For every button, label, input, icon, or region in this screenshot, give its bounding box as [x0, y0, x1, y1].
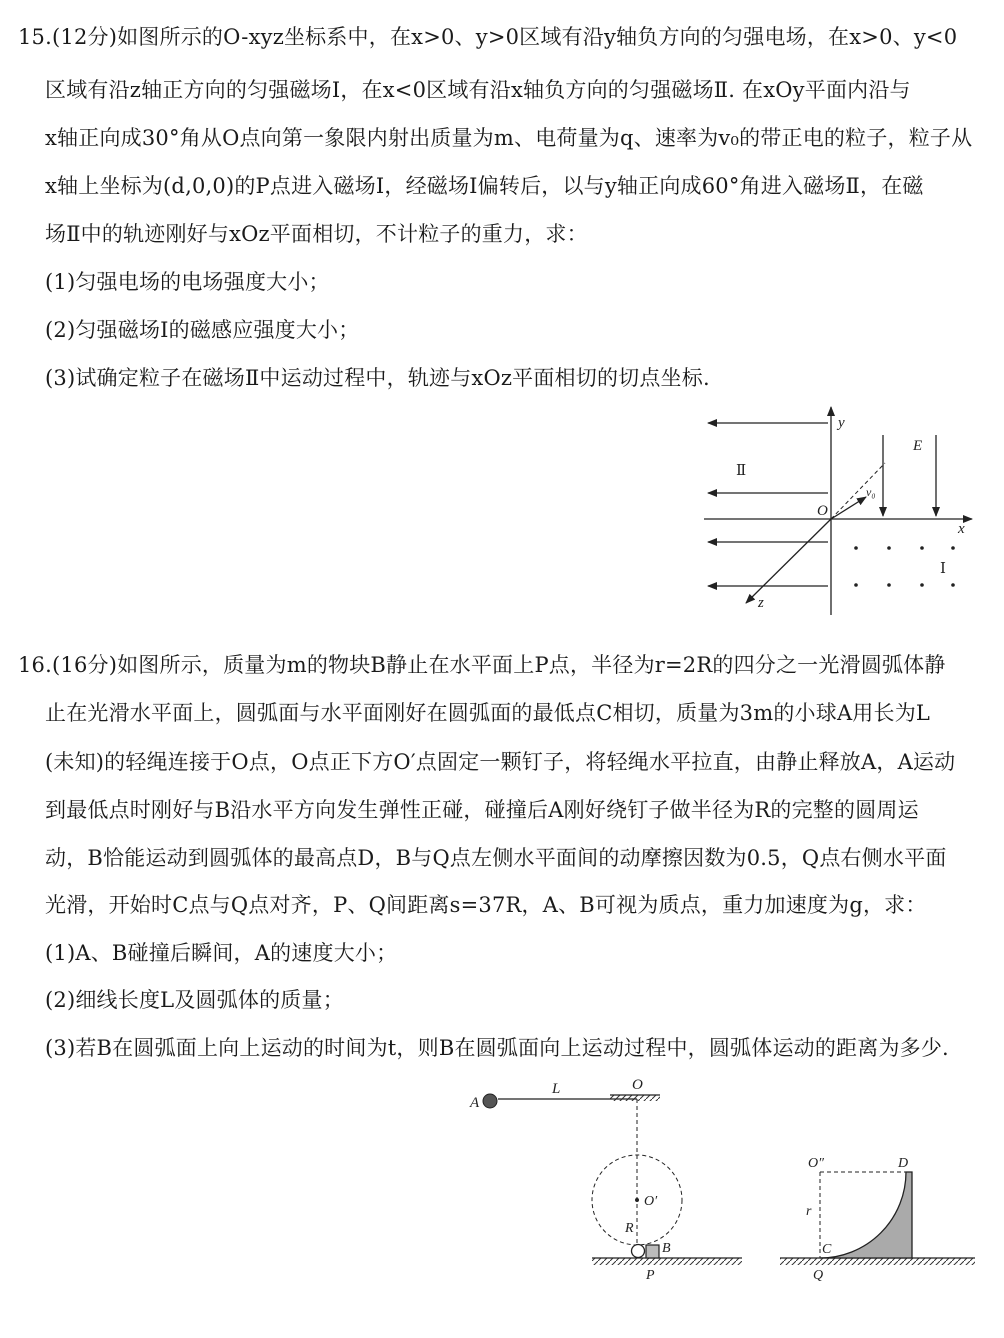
- label-O: O: [632, 1077, 643, 1093]
- ground-right: [780, 1258, 975, 1265]
- dashed-direction: [831, 463, 885, 519]
- label-C: C: [822, 1242, 832, 1257]
- q15-line-2: 区域有沿z轴正方向的匀强磁场Ⅰ，在x<0区域有沿x轴负方向的匀强磁场Ⅱ. 在xOy平面内沿与: [45, 78, 911, 102]
- q16-part-1: (1)A、B碰撞后瞬间，A的速度大小；: [45, 941, 398, 965]
- q15-figure: [700, 405, 980, 620]
- label-B: B: [662, 1241, 671, 1256]
- label-O: O: [817, 503, 828, 519]
- q15-part-2: (2)匀强磁场Ⅰ的磁感应强度大小；: [45, 318, 360, 342]
- label-A: A: [470, 1095, 480, 1111]
- q16-line-6: 光滑，开始时C点与Q点对齐，P、Q间距离s=37R，A、B可视为质点，重力加速度为g，求：: [45, 893, 927, 917]
- quarter-arc-body: [820, 1172, 912, 1258]
- q16-line-1: 16.(16分)如图所示，质量为m的物块B静止在水平面上P点，半径为r=2R的四分之一光滑圆弧体静: [18, 653, 946, 677]
- label-field-2: Ⅱ: [736, 463, 747, 479]
- ground-left: [592, 1258, 742, 1265]
- q15-line-3: x轴正向成30°角从O点向第一象限内射出质量为m、电荷量为q、速率为v₀的带正电的粒子，粒子从: [45, 126, 973, 150]
- label-y: y: [838, 415, 845, 431]
- label-Q: Q: [813, 1268, 824, 1283]
- label-x: x: [958, 521, 965, 537]
- ball-A-bottom: [632, 1245, 645, 1258]
- nail-Oprime: [635, 1198, 639, 1202]
- label-Oprime: O′: [644, 1194, 658, 1209]
- field-2-arrows: [708, 423, 828, 586]
- q16-line-5: 动，B恰能运动到圆弧体的最高点D，B与Q点左侧水平面间的动摩擦因数为0.5，Q点右侧水平面: [45, 846, 947, 870]
- velocity-arrow: [831, 497, 866, 519]
- q16-figure: [460, 1075, 980, 1290]
- q15-part-1: (1)匀强电场的电场强度大小；: [45, 270, 330, 294]
- q15-line-5: 场Ⅱ中的轨迹刚好与xOz平面相切，不计粒子的重力，求：: [45, 222, 588, 246]
- label-O2: O″: [808, 1156, 824, 1171]
- label-R: R: [625, 1221, 634, 1236]
- label-D: D: [898, 1156, 909, 1171]
- label-P: P: [646, 1268, 655, 1283]
- label-E: E: [913, 438, 923, 454]
- label-v0: v₀: [866, 485, 876, 499]
- z-axis: [746, 519, 831, 603]
- ball-A: [483, 1094, 497, 1108]
- label-L: L: [552, 1081, 561, 1097]
- label-field-1: Ⅰ: [940, 561, 946, 577]
- q16-part-3: (3)若B在圆弧面上向上运动的时间为t，则B在圆弧面向上运动过程中，圆弧体运动的距离为多少.: [45, 1036, 949, 1060]
- block-B: [646, 1245, 659, 1258]
- q16-part-2: (2)细线长度L及圆弧体的质量；: [45, 988, 344, 1012]
- q15-line-1: 15.(12分)如图所示的O-xyz坐标系中，在x>0、y>0区域有沿y轴负方向的匀强电场，在x>0、y<0: [18, 25, 958, 49]
- label-z: z: [758, 595, 764, 611]
- ceiling-support: [610, 1095, 660, 1101]
- q15-line-4: x轴上坐标为(d,0,0)的P点进入磁场Ⅰ，经磁场Ⅰ偏转后，以与y轴正向成60°角进入磁场Ⅱ，在磁: [45, 174, 924, 198]
- q16-line-3: (未知)的轻绳连接于O点，O点正下方O′点固定一颗钉子，将轻绳水平拉直，由静止释放A，A运动: [45, 750, 956, 774]
- q16-line-2: 止在光滑水平面上，圆弧面与水平面刚好在圆弧面的最低点C相切，质量为3m的小球A用长为L: [45, 701, 931, 725]
- electric-field-arrows: [883, 435, 936, 516]
- q16-line-4: 到最低点时刚好与B沿水平方向发生弹性正碰，碰撞后A刚好绕钉子做半径为R的完整的圆周运: [45, 798, 919, 822]
- label-r: r: [806, 1204, 812, 1219]
- q15-part-3: (3)试确定粒子在磁场Ⅱ中运动过程中，轨迹与xOz平面相切的切点坐标.: [45, 366, 710, 390]
